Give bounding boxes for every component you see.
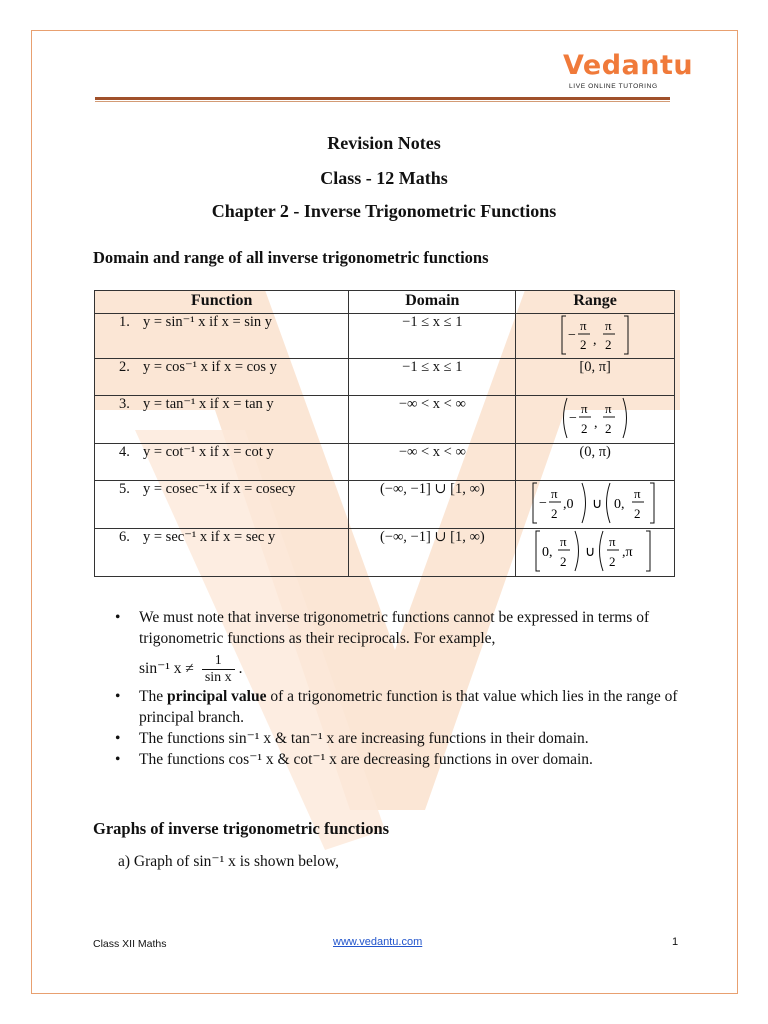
svg-text:0,: 0, [542,545,553,560]
table-header-row [95,291,675,314]
table-row [95,359,675,396]
svg-text:π: π [551,486,558,501]
svg-text:,π: ,π [622,545,633,560]
table-row [95,444,675,481]
svg-text:2: 2 [551,506,558,521]
svg-text:2: 2 [605,421,612,436]
list-item: • The functions cos⁻¹ x & cot⁻¹ x are decreasing functions in over domain. [113,749,683,770]
range-cell [516,396,675,444]
function-cell: 6. y = sec⁻¹ x if x = sec y [95,529,349,577]
table-row [95,396,675,444]
notes-list [113,607,683,770]
list-item: • The principal value of a trigonometric function is that value which lies in the range of principal branch. [113,686,683,728]
svg-text:2: 2 [581,421,588,436]
range-cell [516,481,675,529]
table-row [95,481,675,529]
svg-text:π: π [634,486,641,501]
range-cell [516,529,675,577]
col-header-range: Range [516,291,675,314]
function-cell: 3. y = tan⁻¹ x if x = tan y [95,396,349,444]
svg-text:2: 2 [580,337,587,352]
logo-tagline: LIVE ONLINE TUTORING [569,83,658,90]
range-formula [558,314,632,356]
svg-text:π: π [609,534,616,549]
svg-text:π: π [581,401,588,416]
svg-text:−: − [569,411,578,426]
range-formula [526,481,664,525]
header-rule [95,97,670,100]
list-item: • We must note that inverse trigonometric functions cannot be expressed in terms of trigonometric functions as their reciprocals. For example, sin⁻¹ x ≠ $\frac{1}{\text{sin x}}$ . [113,607,683,686]
function-cell: 1. y = sin⁻¹ x if x = sin y [95,314,349,359]
svg-text:,: , [593,333,597,348]
svg-text:π: π [605,401,612,416]
svg-text:π: π [580,318,587,333]
page-number: 1 [672,936,679,948]
section-heading-domain-range: Domain and range of all inverse trigonometric functions [93,248,489,267]
svg-text:0,: 0, [614,497,625,512]
doc-title: Revision Notes [327,133,441,153]
footer-class-label: Class XII Maths [93,938,167,950]
table-row [95,314,675,359]
svg-text:∪: ∪ [585,545,596,560]
vedantu-logo[interactable] [563,50,694,94]
svg-text:2: 2 [634,506,641,521]
svg-text:−: − [539,496,548,511]
svg-text:2: 2 [609,554,616,569]
range-cell: (0, π) [516,444,675,481]
domain-cell: (−∞, −1] ∪ [1, ∞) [349,481,516,529]
function-cell: 4. y = cot⁻¹ x if x = cot y [95,444,349,481]
footer-website-link[interactable]: www.vedantu.com [333,936,423,948]
svg-text:∪: ∪ [592,497,603,512]
doc-class: Class - 12 Maths [320,168,448,188]
list-item: • The functions sin⁻¹ x & tan⁻¹ x are increasing functions in their domain. [113,728,683,749]
svg-text:,0: ,0 [563,497,574,512]
section-heading-graphs: Graphs of inverse trigonometric functions [93,819,390,838]
domain-cell: −∞ < x < ∞ [349,444,516,481]
svg-text:−: − [568,328,577,343]
domain-cell: (−∞, −1] ∪ [1, ∞) [349,529,516,577]
col-header-function: Function [95,291,349,314]
function-cell: 2. y = cos⁻¹ x if x = cos y [95,359,349,396]
function-cell: 5. y = cosec⁻¹x if x = cosecy [95,481,349,529]
svg-text:,: , [594,416,598,431]
logo-wordmark: Vedantu [563,50,694,81]
range-formula [530,529,660,573]
svg-text:2: 2 [560,554,567,569]
graph-item-a: a) Graph of sin⁻¹ x is shown below, [118,853,340,870]
col-header-domain: Domain [349,291,516,314]
range-cell: [0, π] [516,359,675,396]
functions-table [94,290,675,577]
svg-text:π: π [560,534,567,549]
example-formula: sin⁻¹ x ≠ $\frac{1}{\text{sin x}}$ . [139,653,243,685]
domain-cell: −1 ≤ x ≤ 1 [349,314,516,359]
doc-chapter: Chapter 2 - Inverse Trigonometric Functions [211,201,557,221]
table-row [95,529,675,577]
range-cell [516,314,675,359]
range-formula [558,396,632,440]
domain-cell: −∞ < x < ∞ [349,396,516,444]
svg-text:2: 2 [605,337,612,352]
svg-text:π: π [605,318,612,333]
domain-cell: −1 ≤ x ≤ 1 [349,359,516,396]
header-rule-thin [95,101,670,102]
